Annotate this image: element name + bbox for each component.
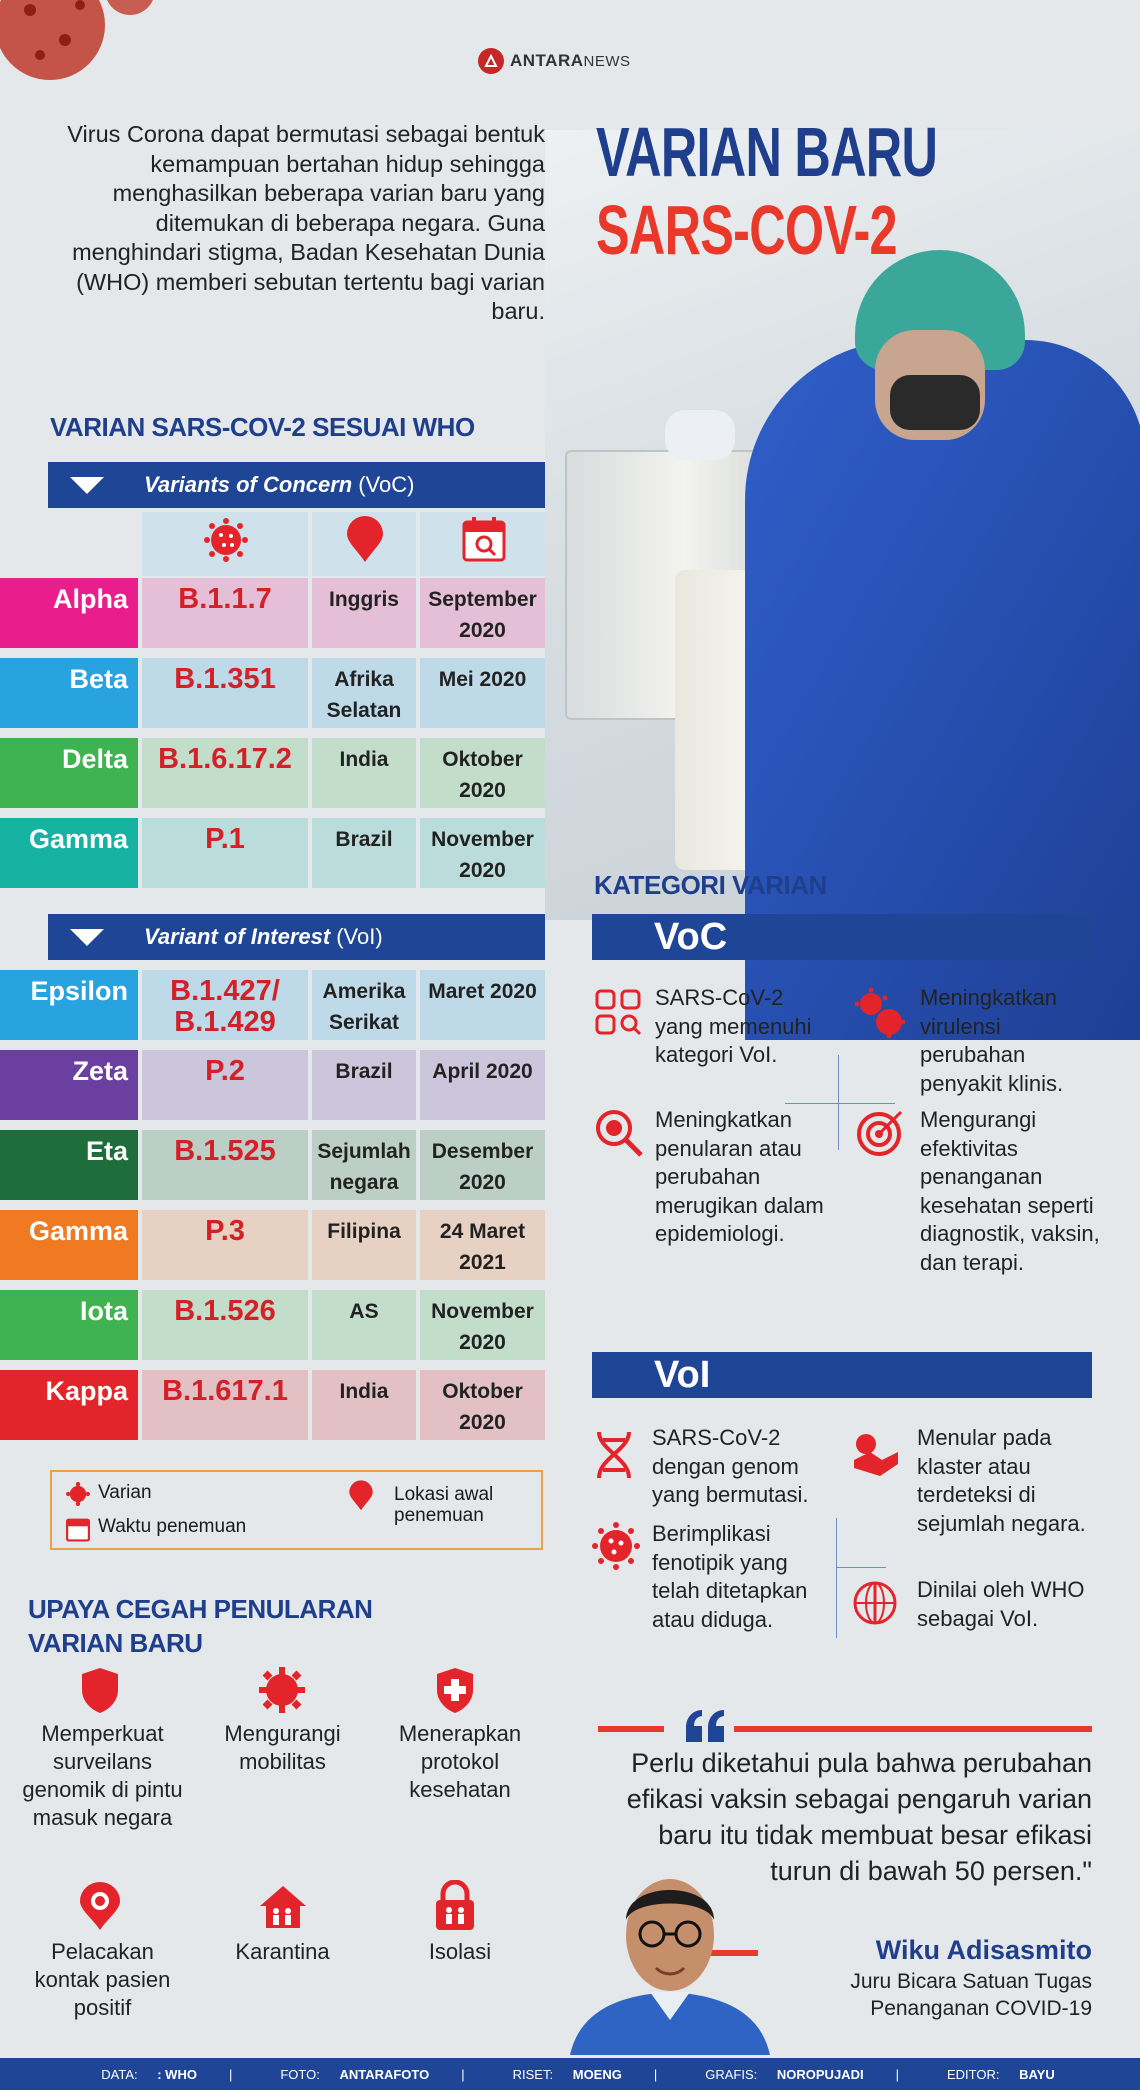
variant-code: B.1.525	[142, 1130, 308, 1200]
variant-name: Delta	[0, 738, 138, 808]
legend-time: Waktu penemuan	[98, 1516, 247, 1537]
variant-row	[0, 1370, 545, 1440]
variant-date: Oktober 2020	[420, 1370, 545, 1440]
legend-variant: Varian	[98, 1482, 152, 1503]
logo-text-news: NEWS	[583, 53, 631, 70]
shield-cross-icon	[432, 1666, 478, 1714]
variant-name: Eta	[0, 1130, 138, 1200]
variant-name: Gamma	[0, 1210, 138, 1280]
voi-item-1: SARS-CoV-2 dengan genom yang bermutasi.	[652, 1425, 809, 1507]
variant-name: Alpha	[0, 578, 138, 648]
magnifier-virus-icon	[594, 1108, 644, 1158]
dna-icon	[593, 1430, 637, 1480]
variant-name: Kappa	[0, 1370, 138, 1440]
voc-header-italic: Variants of Concern	[144, 472, 353, 497]
prevention-item-3: Menerapkan protokol kesehatan	[398, 1721, 522, 1802]
quote-line-right	[734, 1726, 1092, 1732]
variant-date: September 2020	[420, 578, 545, 648]
voi-item-4: Dinilai oleh WHO sebagai VoI.	[917, 1577, 1085, 1631]
variant-date: Oktober 2020	[420, 738, 545, 808]
virus-icon	[204, 518, 248, 562]
variant-location: Brazil	[312, 818, 416, 888]
target-icon	[855, 1108, 905, 1158]
footer-grafis: GRAFIS: NOROPUJADI	[705, 2066, 864, 2082]
variant-row	[0, 578, 545, 648]
variant-date: Desember 2020	[420, 1130, 545, 1200]
gear-virus-icon	[258, 1666, 306, 1714]
credits-footer: DATA: : WHO | FOTO: ANTARAFOTO | RISET: MOENG | GRAFIS: NOROPUJADI | EDITOR: BAYU	[0, 2058, 1140, 2090]
prevention-title-line2: VARIAN BARU	[28, 1628, 203, 1658]
variant-code: B.1.427/ B.1.429	[142, 970, 308, 1040]
prevention-item-2: Mengurangi mobilitas	[224, 1721, 341, 1774]
quote-author-name: Wiku Adisasmito	[875, 1935, 1092, 1965]
calendar-search-icon	[462, 516, 506, 562]
variant-code: B.1.6.17.2	[142, 738, 308, 808]
coronavirus-decoration-icon	[0, 0, 170, 100]
quote-mark-icon	[684, 1708, 728, 1744]
speaker-portrait	[560, 1860, 780, 2055]
who-globe-icon	[850, 1578, 900, 1628]
variant-date: Mei 2020	[420, 658, 545, 728]
prevention-item-4: Pelacakan kontak pasien positif	[34, 1939, 171, 2020]
voc-divider-h	[785, 1103, 895, 1104]
location-pin-icon	[345, 516, 385, 564]
variant-name: Epsilon	[0, 970, 138, 1040]
page-title-line1: VARIAN BARU	[596, 113, 938, 191]
prevention-item-5: Karantina	[235, 1939, 330, 1964]
variant-code: B.1.526	[142, 1290, 308, 1360]
variant-location: India	[312, 738, 416, 808]
voi-category-bar: VoI	[592, 1352, 1092, 1398]
variant-date: 24 Maret 2021	[420, 1210, 545, 1280]
prevention-item-6: Isolasi	[428, 1939, 492, 1964]
variant-code: P.2	[142, 1050, 308, 1120]
variant-code: B.1.1.7	[142, 578, 308, 648]
footer-riset: RISET: MOENG	[512, 2066, 622, 2082]
triangle-down-icon	[70, 477, 104, 494]
legend-location-icon	[348, 1480, 374, 1512]
variant-code: B.1.617.1	[142, 1370, 308, 1440]
variant-row	[0, 658, 545, 728]
footer-data: DATA: : WHO	[101, 2066, 197, 2082]
category-title: KATEGORI VARIAN	[594, 870, 827, 900]
voi-header-suffix: (VoI)	[336, 924, 383, 949]
legend-virus-icon	[66, 1482, 90, 1506]
logo-text: ANTARA	[510, 51, 584, 70]
variant-row	[0, 818, 545, 888]
variant-date: Maret 2020	[420, 970, 545, 1040]
location-virus-icon	[78, 1882, 122, 1932]
table-icon-header	[142, 512, 545, 576]
variant-code: P.3	[142, 1210, 308, 1280]
shield-icon	[78, 1666, 122, 1714]
voc-item-4: Mengurangi efektivitas penanganan kesehatan seperti diagnostik, vaksin, dan terapi.	[920, 1107, 1100, 1275]
variant-location: Amerika Serikat	[312, 970, 416, 1040]
voc-header-suffix: (VoC)	[358, 472, 415, 497]
variant-code: B.1.351	[142, 658, 308, 728]
triangle-down-icon	[70, 929, 104, 946]
footer-editor: EDITOR: BAYU	[946, 2066, 1055, 2082]
antara-logo-icon	[478, 48, 504, 74]
variant-name: Iota	[0, 1290, 138, 1360]
prevention-title	[28, 1592, 372, 1660]
variant-row	[0, 1050, 545, 1120]
voc-item-2: Meningkatkan virulensi perubahan penyakit klinis.	[920, 985, 1064, 1096]
variant-location: Afrika Selatan	[312, 658, 416, 728]
variant-row	[0, 970, 545, 1040]
variant-date: November 2020	[420, 1290, 545, 1360]
who-section-title: VARIAN SARS-COV-2 SESUAI WHO	[50, 412, 475, 442]
voc-category-bar: VoC	[592, 914, 1092, 960]
voi-item-2: Menular pada klaster atau terdeteksi di sejumlah negara.	[917, 1425, 1086, 1536]
legend-calendar-icon	[66, 1516, 90, 1542]
table-legend	[50, 1470, 543, 1550]
voi-divider-h	[836, 1567, 886, 1568]
variant-row	[0, 1130, 545, 1200]
voi-header-italic: Variant of Interest	[144, 924, 331, 949]
variant-location: AS	[312, 1290, 416, 1360]
variant-location: India	[312, 1370, 416, 1440]
house-family-icon	[258, 1884, 308, 1930]
variant-date: April 2020	[420, 1050, 545, 1120]
variant-code: P.1	[142, 818, 308, 888]
grid-search-icon	[594, 988, 642, 1036]
voi-header-bar	[48, 914, 545, 960]
handshake-virus-icon	[850, 1430, 902, 1478]
variant-row	[0, 1290, 545, 1360]
prevention-item-1: Memperkuat surveilans genomik di pintu masuk negara	[22, 1721, 183, 1830]
variant-row	[0, 1210, 545, 1280]
voc-header-bar	[48, 462, 545, 508]
voc-item-3: Meningkatkan penularan atau perubahan merugikan dalam epidemiologi.	[655, 1107, 824, 1246]
quote-role-line1: Juru Bicara Satuan Tugas	[850, 1970, 1092, 1993]
variant-location: Filipina	[312, 1210, 416, 1280]
variant-location: Brazil	[312, 1050, 416, 1120]
variant-date: November 2020	[420, 818, 545, 888]
variant-name: Zeta	[0, 1050, 138, 1120]
variant-location: Sejumlah negara	[312, 1130, 416, 1200]
virus-cluster-icon	[855, 988, 905, 1038]
lock-family-icon	[434, 1880, 476, 1932]
voi-divider-v	[836, 1518, 837, 1638]
voc-item-1: SARS-CoV-2 yang memenuhi kategori VoI.	[655, 985, 812, 1067]
virus-icon	[592, 1522, 640, 1570]
quote-role-line2: Penanganan COVID-19	[870, 1997, 1092, 2020]
antara-news-logo	[478, 48, 631, 74]
variant-location: Inggris	[312, 578, 416, 648]
variant-name: Gamma	[0, 818, 138, 888]
quote-text: Perlu diketahui pula bahwa perubahan efikasi vaksin sebagai pengaruh varian baru itu tidak membuat besar efikasi turun di bawah 50 persen."	[626, 1748, 1092, 1886]
intro-paragraph: Virus Corona dapat bermutasi sebagai bentuk kemampuan bertahan hidup sehingga menghasilkan beberapa varian baru yang ditemukan di beberapa negara. Guna menghindari stigma, Badan Kesehatan Dunia (WHO) memberi sebutan tertentu bagi varian baru.	[67, 121, 545, 324]
page-title-line2: SARS-COV-2	[596, 191, 897, 269]
quote-line-left	[598, 1726, 664, 1732]
footer-foto: FOTO: ANTARAFOTO	[280, 2066, 430, 2082]
prevention-title-line1: UPAYA CEGAH PENULARAN	[28, 1594, 373, 1624]
variant-name: Beta	[0, 658, 138, 728]
variant-row	[0, 738, 545, 808]
legend-location: Lokasi awal penemuan	[394, 1484, 494, 1526]
voi-item-3: Berimplikasi fenotipik yang telah ditetapkan atau diduga.	[652, 1521, 808, 1632]
